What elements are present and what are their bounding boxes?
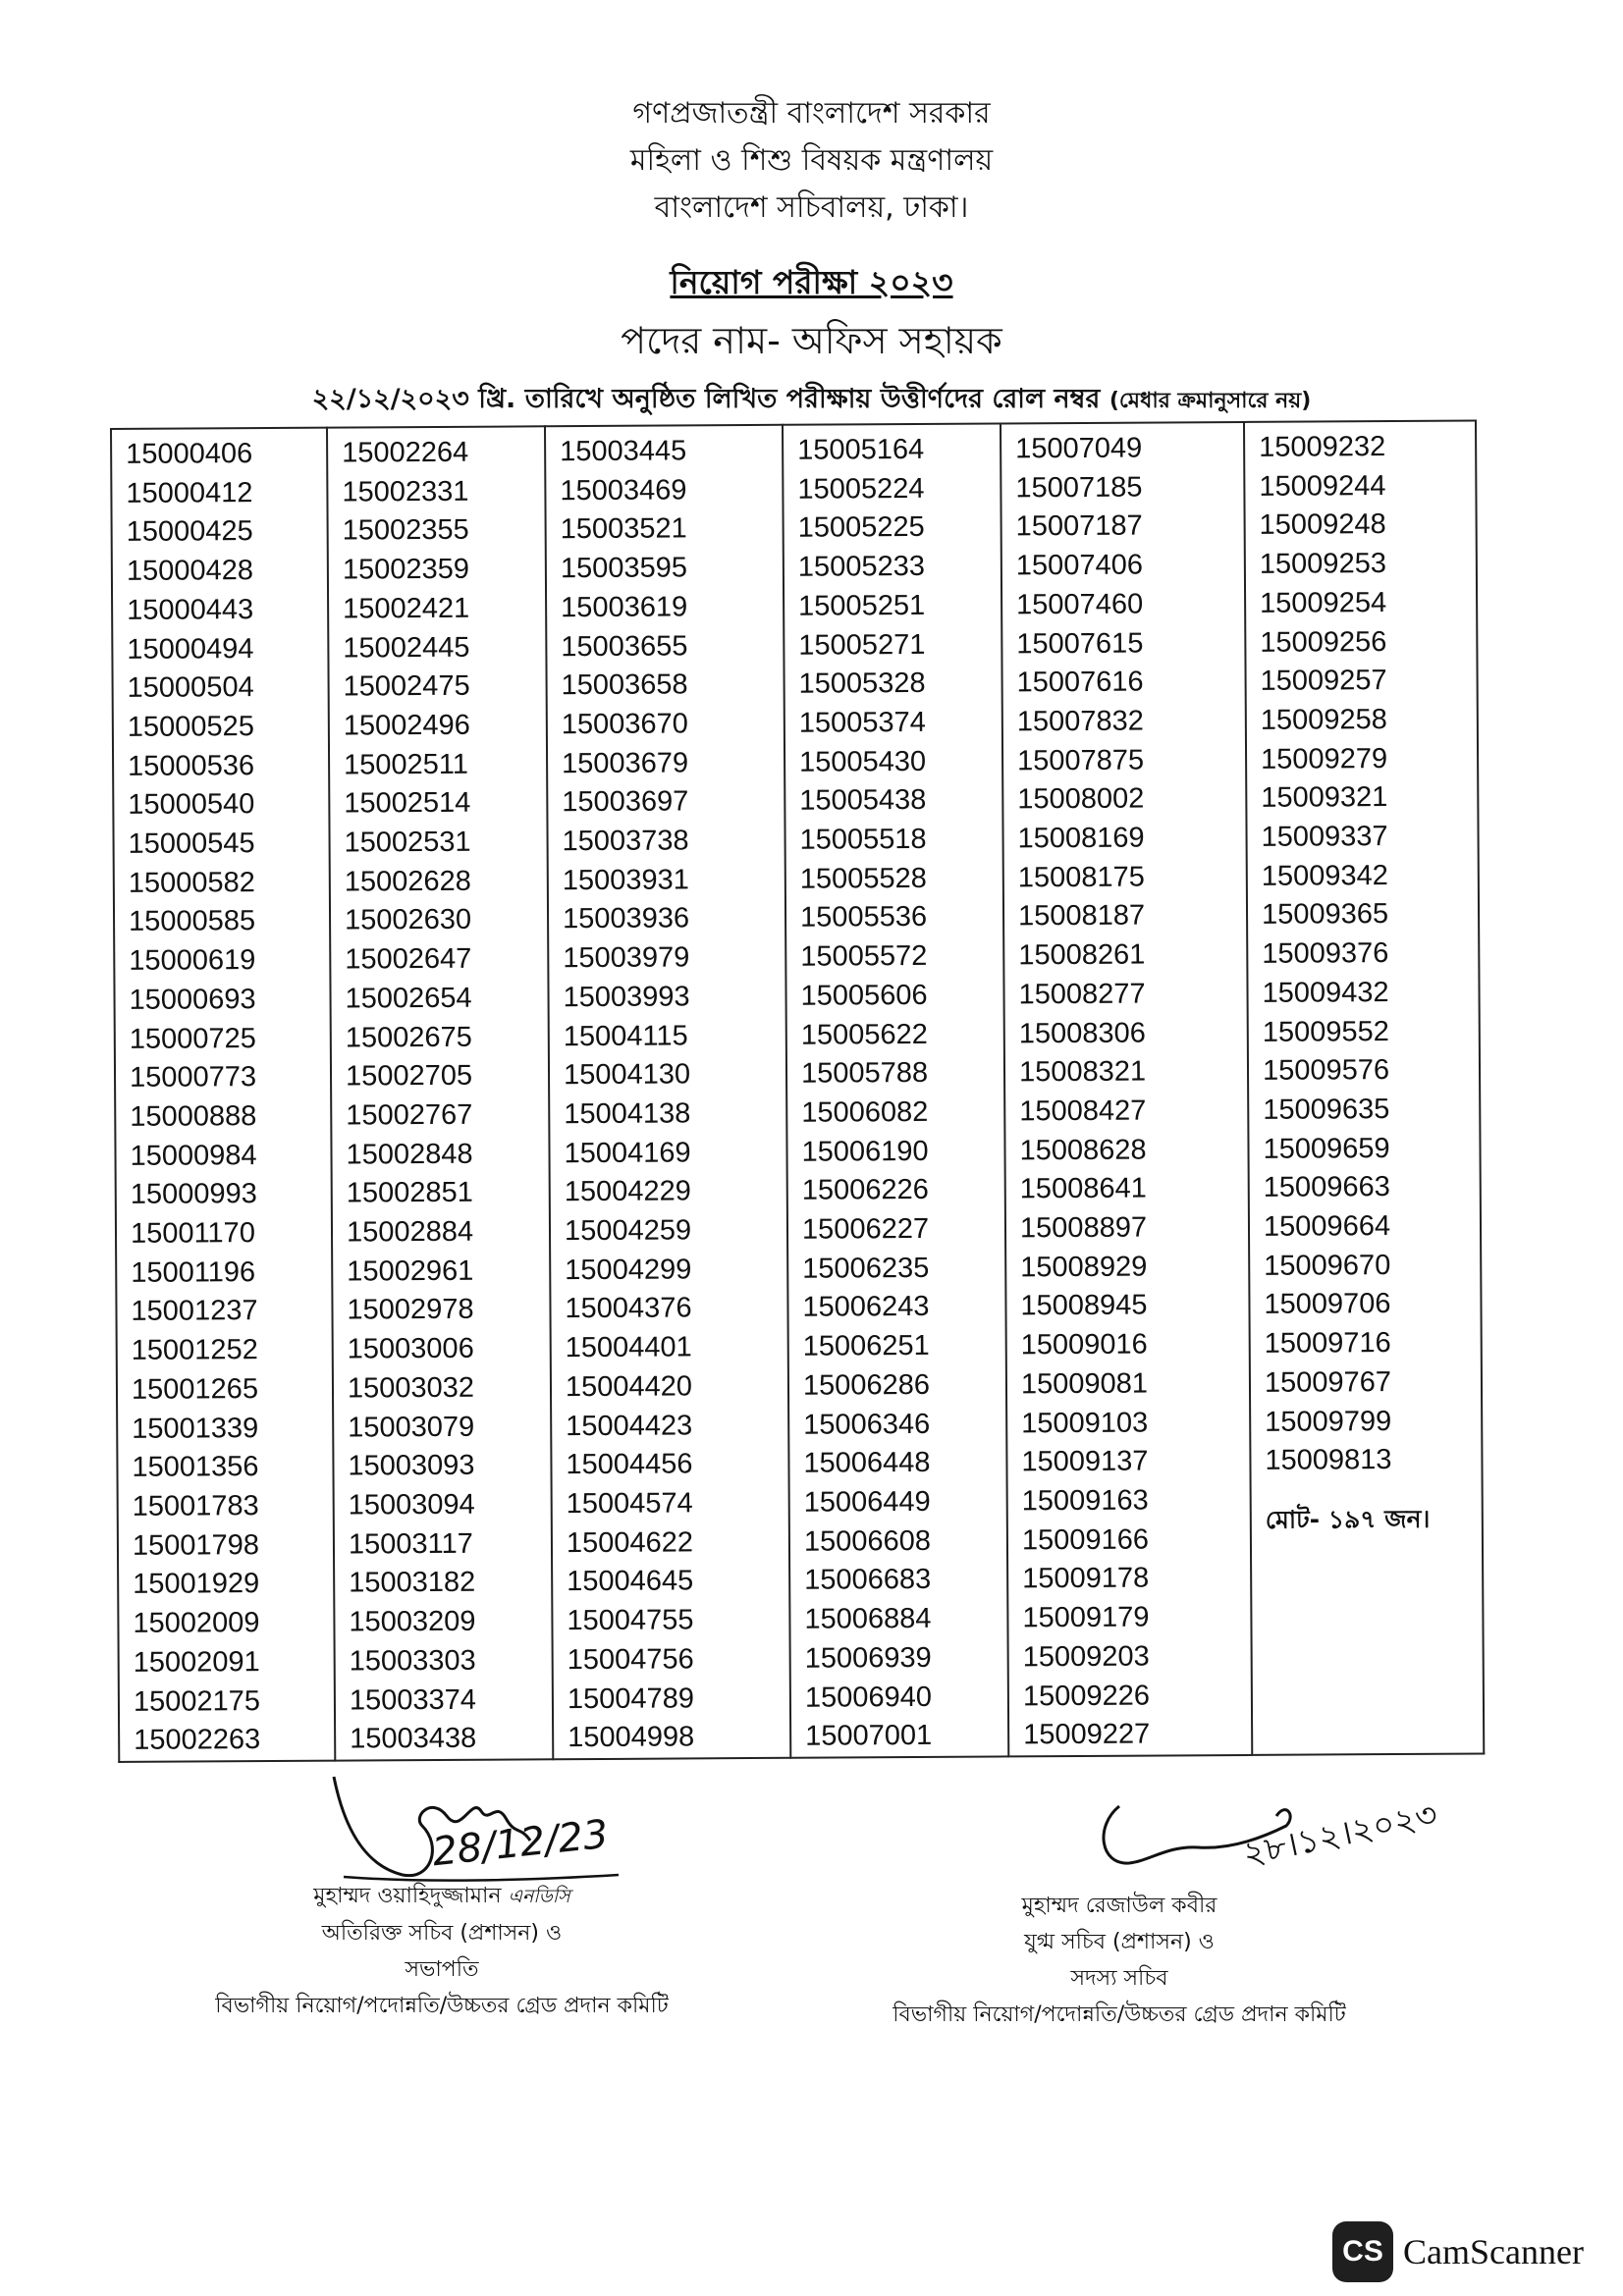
roll-number: 15001798 [132,1528,260,1562]
government-name: গণপ্রজাতন্ত্রী বাংলাদেশ সরকার [632,96,991,131]
roll-number: 15005572 [800,940,928,973]
roll-number: 15009663 [1263,1171,1390,1204]
roll-number: 15003931 [562,864,689,896]
roll-number: 15001929 [133,1568,260,1601]
roll-number: 15003438 [350,1722,477,1755]
roll-number: 15004998 [568,1721,695,1754]
roll-number: 15003303 [349,1644,476,1678]
signatory-title-left: অতিরিক্ত সচিব (প্রশাসন) ও [321,1921,563,1946]
roll-number: 15008897 [1019,1211,1148,1245]
roll-number: 15009670 [1264,1249,1391,1282]
roll-number: 15002496 [343,709,470,742]
roll-number: 15005606 [800,979,928,1012]
roll-number: 15004789 [567,1682,695,1715]
roll-column-1 [111,428,335,1762]
committee-left: বিভাগীয় নিয়োগ/পদোন্নতি/উচ্চতর গ্রেড প্রদান কমিটি [215,1994,669,2018]
camscanner-logo-icon: CS [1332,2221,1393,2282]
roll-number: 15003209 [349,1605,476,1638]
roll-number: 15005164 [797,433,925,466]
roll-number: 15004420 [565,1370,693,1404]
roll-number: 15003374 [349,1683,477,1717]
roll-number: 15005438 [799,784,927,818]
roll-number: 15009226 [1022,1680,1151,1712]
roll-number: 15006082 [801,1095,929,1129]
roll-number: 15007832 [1016,705,1144,738]
roll-number: 15000693 [129,983,256,1016]
camscanner-text: CamScanner [1403,2232,1584,2271]
roll-number: 15008929 [1020,1251,1148,1284]
roll-number: 15000540 [128,788,255,822]
roll-number: 15000443 [127,593,254,626]
roll-number: 15009179 [1022,1601,1150,1634]
roll-number: 15009635 [1263,1094,1390,1126]
roll-number: 15009342 [1261,859,1388,892]
roll-number: 15006608 [803,1524,932,1558]
roll-number: 15009232 [1259,431,1386,463]
roll-number: 15009137 [1021,1445,1149,1478]
roll-number: 15002445 [343,631,470,665]
roll-number: 15003595 [560,552,688,585]
roll-number: 15009081 [1020,1367,1149,1401]
roll-number: 15007460 [1016,588,1144,621]
roll-number: 15009365 [1261,898,1389,932]
roll-number: 15000545 [128,828,255,860]
roll-number: 15009254 [1260,586,1387,619]
roll-number: 15002654 [345,982,472,1015]
roll-number: 15009103 [1021,1407,1149,1439]
roll-number: 15002630 [344,904,472,936]
roll-column-5 [1001,422,1252,1756]
roll-number: 15000725 [129,1022,256,1055]
roll-number: 15002628 [344,865,471,898]
roll-number: 15000888 [130,1100,257,1133]
camscanner-watermark [1332,2221,1584,2282]
roll-number: 15009256 [1260,625,1387,659]
roll-number: 15002675 [345,1021,472,1054]
roll-number: 15003738 [562,825,689,858]
roll-number: 15005788 [800,1057,929,1090]
roll-number: 15007616 [1016,666,1144,699]
roll-number: 15008641 [1019,1172,1147,1205]
roll-number: 15003993 [563,981,690,1014]
roll-number: 15008175 [1017,861,1145,894]
roll-number: 15009799 [1265,1405,1392,1438]
roll-number: 15006884 [804,1603,932,1635]
roll-number: 15000773 [129,1061,257,1095]
roll-number: 15004299 [565,1254,692,1286]
roll-number: 15004130 [563,1058,691,1092]
subtitle-note: (মেধার ক্রমানুসারে নয়) [1109,389,1312,413]
roll-number: 15009321 [1261,781,1388,815]
roll-number: 15003679 [561,747,689,779]
roll-number: 15001356 [132,1451,259,1484]
roll-number: 15003079 [348,1411,475,1444]
roll-number: 15000428 [126,555,254,588]
roll-number: 15002009 [133,1607,260,1639]
signatory-role-right: সদস্য সচিব [1070,1966,1168,1991]
roll-number: 15004622 [566,1526,694,1559]
roll-number: 15001339 [132,1412,259,1445]
roll-number: 15000504 [127,671,254,705]
roll-column-2 [327,426,553,1760]
roll-number: 15008321 [1018,1055,1147,1089]
roll-number: 15002475 [343,669,470,703]
roll-number: 15004229 [564,1175,691,1208]
signature-block-right [844,1888,1394,2033]
roll-number: 15002851 [346,1177,473,1209]
roll-number: 15006448 [803,1447,931,1479]
roll-number: 15005536 [799,901,928,934]
roll-number: 15005374 [798,706,926,739]
roll-number: 15002767 [346,1098,473,1132]
roll-list [1259,428,1482,1481]
roll-number: 15009248 [1259,508,1386,542]
roll-number: 15005622 [800,1018,928,1051]
roll-number-table [110,419,1485,1762]
office-address: বাংলাদেশ সচিবালয়, ঢাকা। [654,190,969,225]
roll-number: 15009178 [1022,1562,1150,1595]
roll-number: 15000619 [129,944,256,978]
roll-number: 15005233 [797,551,926,583]
roll-number: 15009552 [1262,1015,1389,1048]
exam-title: নিয়োগ পরীক্ষা ২০২৩ [670,263,953,301]
signature-block-left [167,1878,717,2024]
roll-number: 15009258 [1260,703,1387,736]
roll-number: 15009016 [1020,1328,1148,1362]
roll-number: 15002264 [342,436,469,469]
roll-number: 15002531 [344,826,471,859]
roll-number: 15005225 [797,511,925,545]
roll-number: 15003093 [348,1450,475,1482]
roll-number: 15005528 [799,862,927,895]
roll-number: 15008277 [1018,978,1146,1011]
roll-number: 15009813 [1265,1444,1392,1477]
roll-number: 15003094 [348,1488,475,1522]
roll-number: 15009576 [1262,1054,1390,1088]
roll-number: 15003936 [562,902,690,935]
roll-number: 15008427 [1019,1095,1147,1128]
roll-number: 15000425 [126,515,253,549]
result-subtitle [0,379,1623,423]
roll-column-6 [1244,421,1484,1755]
roll-number: 15009244 [1259,469,1386,503]
roll-column-3 [545,425,790,1759]
signature-left-date: 28/12/23 [430,1811,611,1876]
roll-number: 15005251 [798,589,926,622]
roll-number: 15009203 [1022,1640,1150,1674]
roll-number: 15009163 [1021,1484,1149,1518]
roll-number: 15003670 [561,708,688,741]
roll-number: 15004259 [564,1214,692,1248]
roll-number: 15009706 [1264,1288,1391,1321]
roll-number: 15002961 [347,1255,474,1288]
roll-number: 15000406 [126,438,253,470]
roll-number: 15004423 [566,1409,693,1442]
roll-number: 15003658 [561,668,688,702]
roll-number: 15001196 [131,1255,256,1289]
roll-column-4 [783,423,1008,1757]
roll-number: 15005430 [798,745,927,778]
signatory-title-right: যুগ্ম সচিব (প্রশাসন) ও [1024,1930,1215,1954]
roll-number: 15009376 [1262,937,1389,970]
roll-number: 15003182 [349,1567,476,1599]
roll-number: 15009227 [1023,1718,1151,1751]
roll-number: 15005328 [798,667,926,700]
signatory-name-left: মুহাম্মদ ওয়াহিদুজ্জামান এনডিসি [313,1884,570,1908]
roll-number: 15008945 [1020,1290,1148,1322]
roll-number: 15009279 [1260,742,1388,775]
roll-number: 15007615 [1016,627,1144,660]
roll-number: 15000582 [128,866,255,899]
roll-number: 15008187 [1017,900,1146,933]
post-title: পদের নাম- অফিস সহায়ক [621,319,1002,362]
roll-number: 15006449 [803,1485,931,1519]
roll-number: 15004645 [567,1565,694,1598]
roll-number: 15009166 [1021,1523,1150,1557]
roll-number: 15000585 [128,905,256,938]
roll-number: 15007049 [1015,432,1143,465]
roll-number: 15009253 [1259,548,1386,580]
roll-number: 15007406 [1015,549,1144,582]
roll-number: 15003445 [560,435,687,468]
roll-number: 15006251 [802,1330,930,1362]
roll-number: 15001170 [130,1217,255,1250]
roll-number: 15009716 [1264,1327,1391,1361]
signatory-suffix-left: এনডিসি [508,1886,570,1907]
committee-right: বিভাগীয় নিয়োগ/পদোন্নতি/উচ্চতর গ্রেড প্রদান কমিটি [893,2002,1346,2027]
roll-number: 15003979 [563,941,690,975]
roll-number: 15007187 [1015,509,1143,543]
roll-number: 15004138 [564,1097,691,1131]
roll-number: 15009337 [1261,821,1388,853]
roll-number: 15001783 [132,1490,259,1522]
roll-number: 15004756 [567,1643,694,1676]
roll-number: 15003006 [347,1332,474,1365]
signature-right-date: ২৮।১২।২০২৩ [1239,1794,1441,1875]
roll-number: 15006346 [803,1408,931,1441]
roll-number: 15008306 [1018,1017,1146,1049]
roll-number: 15009257 [1260,665,1387,698]
roll-number: 15000525 [127,711,254,743]
roll-number: 15006683 [804,1564,932,1597]
roll-number: 15003697 [562,785,689,819]
roll-number: 15004755 [567,1604,694,1637]
roll-number: 15002848 [346,1138,473,1171]
roll-number: 15003032 [347,1371,475,1405]
roll-number: 15006235 [802,1252,930,1285]
signatory-name-right: মুহাম্মদ রেজাউল কবীর [1021,1894,1217,1918]
roll-number: 15003655 [561,629,688,663]
roll-number: 15003469 [560,474,687,507]
roll-number: 15002091 [133,1645,260,1679]
roll-number: 15002263 [134,1724,261,1757]
roll-number: 15008169 [1017,822,1145,855]
roll-number: 15002421 [343,592,470,625]
roll-number: 15004376 [565,1292,692,1325]
roll-number: 15006286 [802,1368,931,1402]
roll-number: 15004401 [565,1331,692,1364]
roll-number: 15004115 [563,1019,688,1052]
roll-number: 15003619 [561,591,688,624]
roll-number: 15007001 [805,1720,933,1752]
roll-number: 15002359 [342,553,470,586]
roll-number: 15009767 [1264,1365,1392,1399]
roll-number: 15009664 [1263,1210,1391,1243]
roll-number: 15000984 [130,1139,257,1172]
roll-number: 15001252 [131,1334,258,1367]
roll-number: 15002355 [342,514,469,547]
roll-number: 15003521 [560,512,687,546]
roll-number: 15002331 [342,475,469,508]
roll-number: 15000993 [130,1178,257,1211]
roll-number: 15003117 [348,1527,473,1561]
roll-number: 15004169 [564,1137,691,1169]
roll-number: 15002175 [133,1684,261,1718]
roll-number: 15001237 [131,1295,258,1328]
roll-number: 15002978 [347,1294,474,1327]
roll-number: 15002647 [345,942,472,976]
roll-number: 15007875 [1016,744,1145,776]
total-count: মোট- ১৯৭ জন। [1265,1504,1431,1534]
roll-number: 15009432 [1262,976,1389,1009]
roll-number: 15002705 [345,1060,473,1093]
roll-number: 15006940 [804,1681,933,1714]
roll-number: 15008261 [1018,938,1146,972]
roll-number: 15008628 [1019,1134,1147,1167]
roll-number: 15006939 [804,1641,932,1675]
roll-number: 15009659 [1263,1132,1390,1165]
roll-number: 15002514 [344,787,471,820]
ministry-name: মহিলা ও শিশু বিষয়ক মন্ত্রণালয় [629,143,994,178]
roll-number: 15005224 [797,472,925,506]
letterhead [0,90,1623,232]
roll-number: 15007185 [1015,471,1143,505]
roll-number: 15000412 [126,476,253,509]
roll-number: 15006227 [801,1212,930,1246]
roll-number: 15000536 [128,749,255,782]
roll-number: 15001265 [131,1372,259,1406]
roll-number: 15002511 [344,748,469,781]
roll-number: 15006190 [801,1135,929,1168]
roll-number: 15008002 [1017,782,1145,816]
signatory-role-left: সভাপতি [405,1957,479,1982]
roll-number: 15004456 [566,1448,693,1481]
table-row [111,421,1484,1762]
roll-number: 15004574 [566,1487,693,1521]
roll-number: 15006243 [802,1291,930,1324]
roll-number: 15005518 [799,823,927,856]
roll-number: 15006226 [801,1174,929,1207]
roll-number: 15005271 [798,628,926,662]
roll-number: 15002884 [346,1215,474,1249]
subtitle-text: ২২/১২/২০২৩ খ্রি. তারিখে অনুষ্ঠিত লিখিত পরীক্ষায় উত্তীর্ণদের রোল নম্বর [311,384,1101,414]
roll-number: 15000494 [127,632,254,666]
